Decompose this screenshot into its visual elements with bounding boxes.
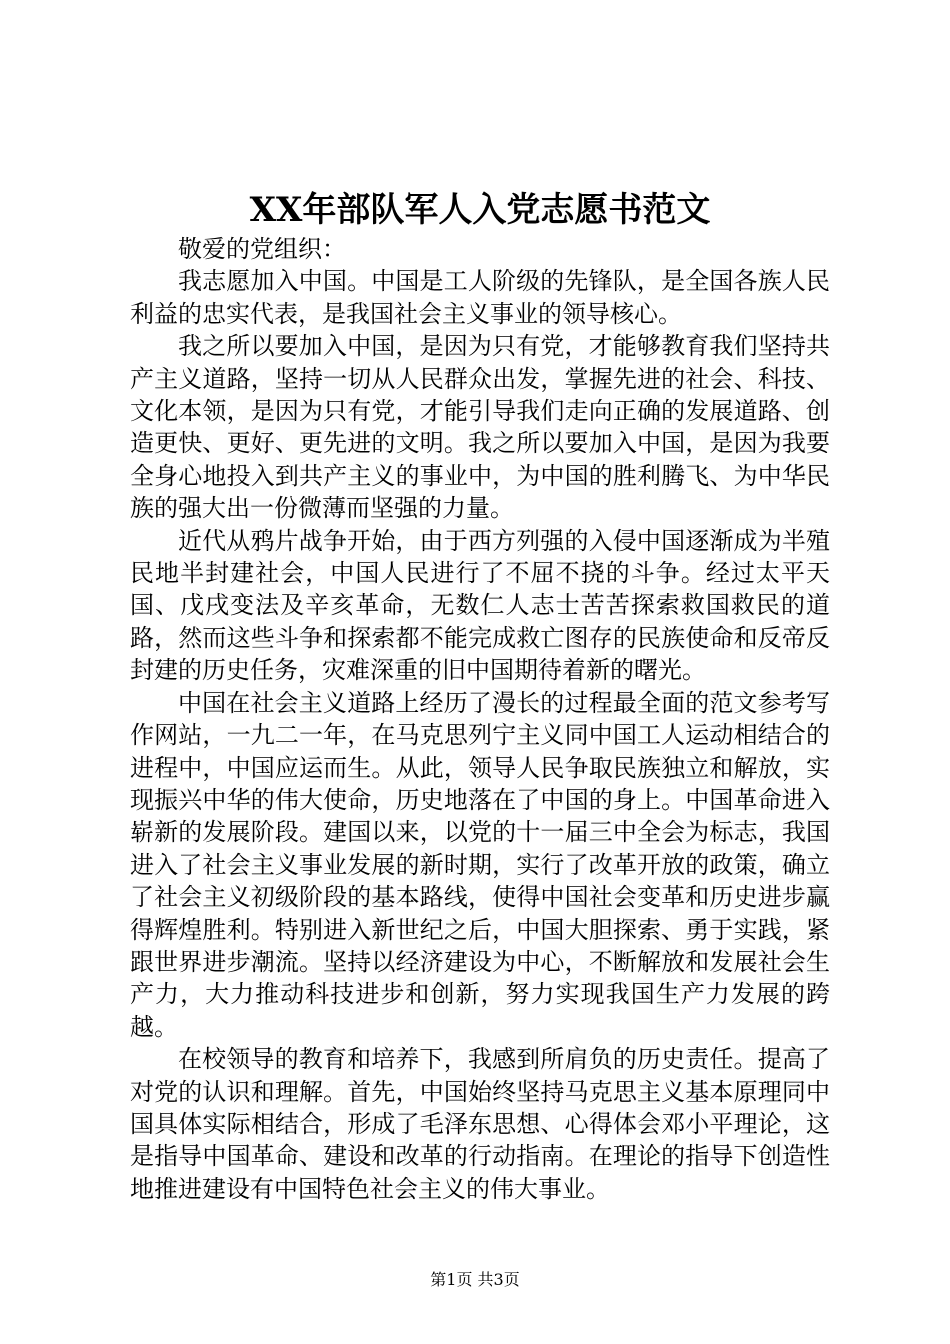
page-number-footer: 第1页 共3页 [430, 1270, 520, 1289]
body-paragraph: 在校领导的教育和培养下，我感到所肩负的历史责任。提高了对党的认识和理解。首先，中国始终坚持马克思主义基本原理同中国具体实际相结合，形成了毛泽东思想、心得体会邓小平理论，这是指导中国革命、建设和改革的行动指南。在理论的指导下创造性地推进建设有中国特色社会主义的伟大事业。 [130, 1045, 830, 1203]
salutation: 敬爱的党组织： [178, 235, 346, 263]
body-paragraph: 我之所以要加入中国，是因为只有党，才能够教育我们坚持共产主义道路，坚持一切从人民群众出发，掌握先进的社会、科技、文化本领，是因为只有党，才能引导我们走向正确的发展道路、创造更快、更好、更先进的文明。我之所以要加入中国，是因为我要全身心地投入到共产主义的事业中，为中国的胜利腾飞、为中华民族的强大出一份微薄而坚强的力量。 [130, 332, 830, 523]
body-paragraph: 我志愿加入中国。中国是工人阶级的先锋队，是全国各族人民利益的忠实代表，是我国社会主义事业的领导核心。 [130, 267, 830, 328]
document-title: XX年部队军人入党志愿书范文 [249, 190, 711, 230]
document-body [130, 233, 830, 1205]
body-paragraph: 近代从鸦片战争开始，由于西方列强的入侵中国逐渐成为半殖民地半封建社会，中国人民进行了不屈不挠的斗争。经过太平天国、戊戌变法及辛亥革命，无数仁人志士苦苦探索救国救民的道路，然而这些斗争和探索都不能完成救亡图存的民族使命和反帝反封建的历史任务，灾难深重的旧中国期待着新的曙光。 [130, 526, 830, 685]
body-paragraph: 中国在社会主义道路上经历了漫长的过程最全面的范文参考写作网站，一九二一年，在马克思列宁主义同中国工人运动相结合的进程中，中国应运而生。从此，领导人民争取民族独立和解放，实现振兴中华的伟大使命，历史地落在了中国的身上。中国革命进入崭新的发展阶段。建国以来，以党的十一届三中全会为标志，我国进入了社会主义事业发展的新时期，实行了改革开放的政策，确立了社会主义初级阶段的基本路线，使得中国社会变革和历史进步赢得辉煌胜利。特别进入新世纪之后，中国大胆探索、勇于实践，紧跟世界进步潮流。坚持以经济建设为中心，不断解放和发展社会生产力，大力推动科技进步和创新，努力实现我国生产力发展的跨越。 [130, 688, 830, 1041]
